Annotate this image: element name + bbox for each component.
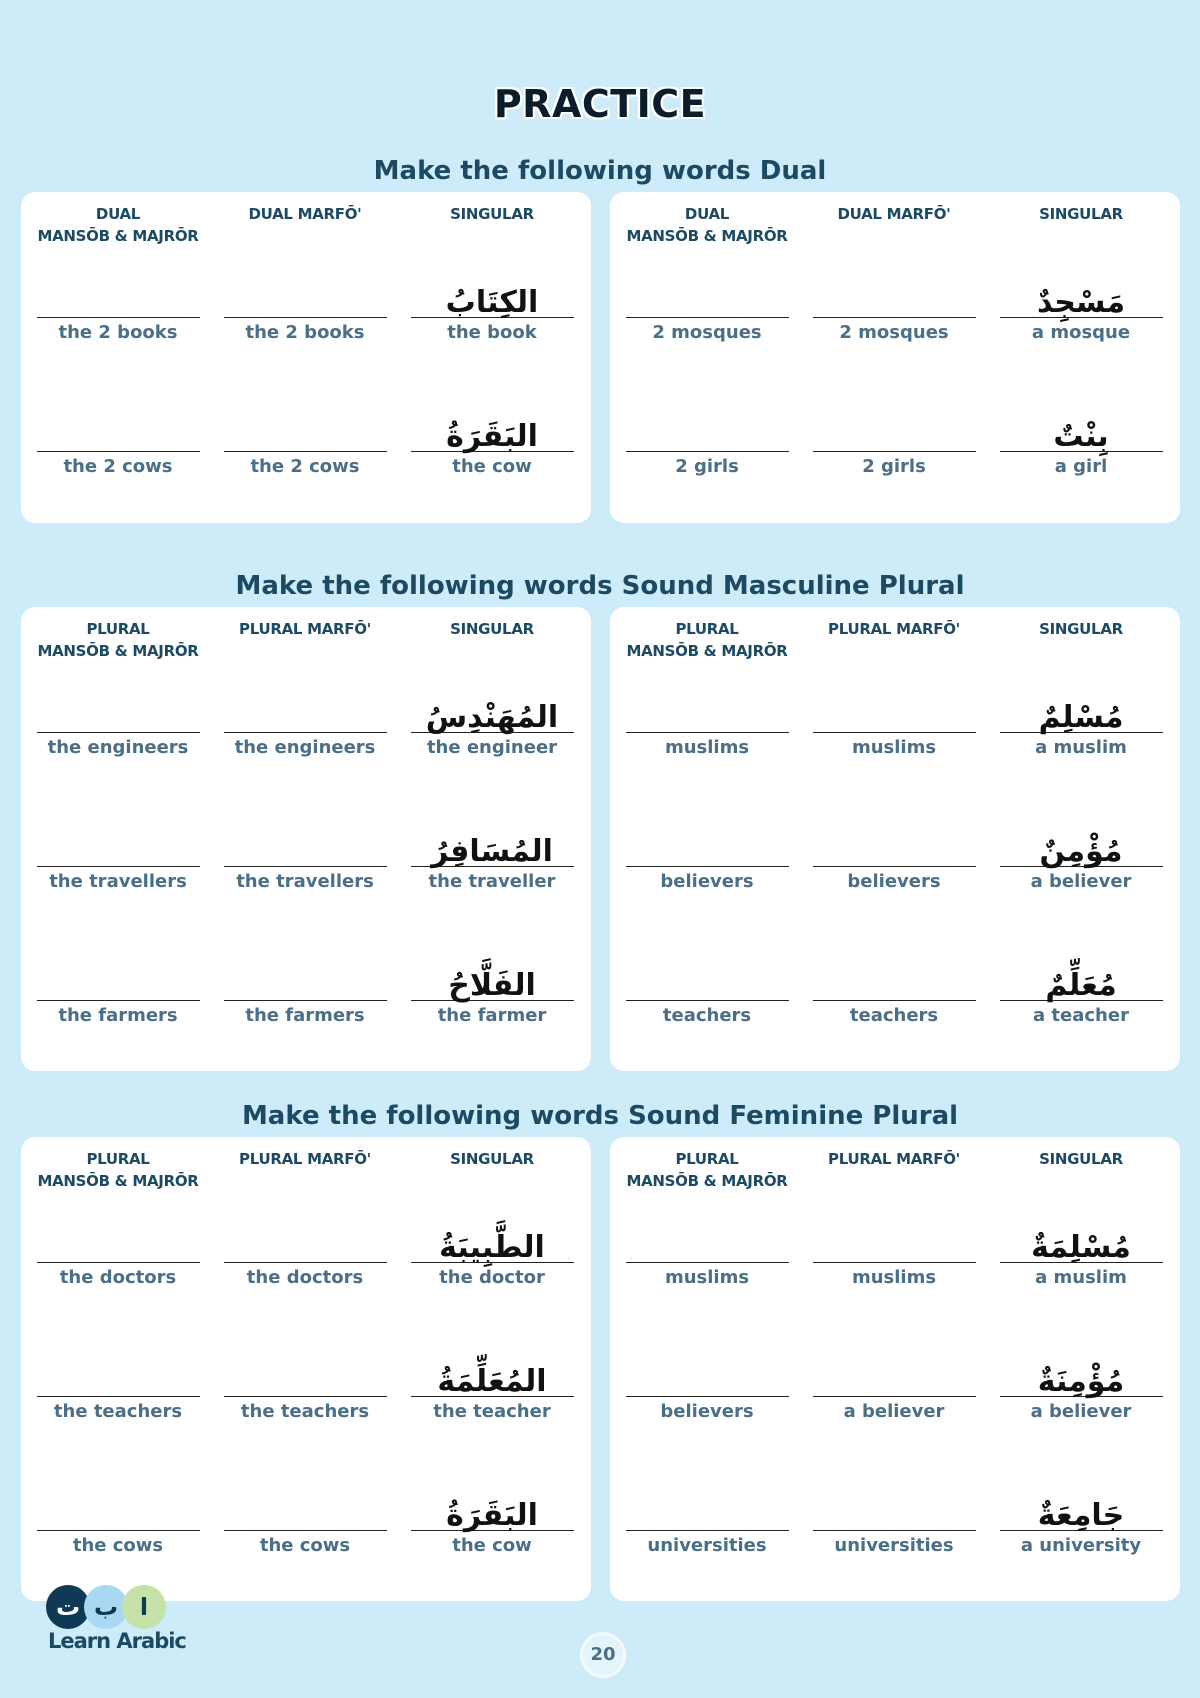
logo-circle-ta: ت <box>46 1585 90 1629</box>
answer-blank[interactable] <box>224 1396 387 1397</box>
answer-blank[interactable] <box>813 1396 976 1397</box>
exercise-panel <box>610 192 1180 523</box>
answer-blank[interactable] <box>224 732 387 733</box>
translation-label: universities <box>647 1535 767 1556</box>
translation-label: 2 girls <box>675 456 739 477</box>
arabic-singular-word: مُؤْمِنَةٌ <box>1037 1364 1125 1399</box>
arabic-singular-word: مَسْجِدٌ <box>1036 285 1126 320</box>
translation-label: the cows <box>72 1535 164 1556</box>
column-header-singular: SINGULAR <box>450 620 534 638</box>
arabic-singular-word: جَامِعَةٌ <box>1037 1498 1125 1533</box>
translation-label: the 2 books <box>245 322 365 343</box>
translation-label: the teachers <box>240 1401 370 1422</box>
answer-blank[interactable] <box>626 1000 789 1001</box>
answer-blank[interactable] <box>626 1530 789 1531</box>
answer-blank[interactable] <box>813 317 976 318</box>
column-header-dual-mansob: DUAL MANSŌB & MAJRŌR <box>37 205 199 245</box>
translation-label: a believer <box>1030 871 1132 892</box>
column-header-plural-marfo: PLURAL MARFŌ' <box>239 1150 371 1168</box>
translation-label: the doctors <box>246 1267 364 1288</box>
page-number: 20 <box>580 1632 626 1678</box>
answer-blank[interactable] <box>626 317 789 318</box>
arabic-singular-word: مُعَلِّمٌ <box>1045 968 1117 1003</box>
arabic-singular-word: الطَّبِيبَةُ <box>439 1230 545 1265</box>
translation-label: muslims <box>851 1267 937 1288</box>
exercise-panel <box>21 1137 591 1601</box>
column-header-dual-marfo: DUAL MARFŌ' <box>248 205 362 223</box>
translation-label: a teacher <box>1033 1005 1129 1026</box>
translation-label: teachers <box>662 1005 752 1026</box>
translation-label: the book <box>447 322 537 343</box>
translation-label: a girl <box>1054 456 1108 477</box>
answer-blank[interactable] <box>37 317 200 318</box>
translation-label: the 2 cows <box>63 456 173 477</box>
translation-label: the travellers <box>236 871 374 892</box>
section-title: Make the following words Dual <box>373 156 827 186</box>
answer-blank[interactable] <box>626 732 789 733</box>
answer-blank[interactable] <box>37 1530 200 1531</box>
translation-label: the travellers <box>49 871 187 892</box>
translation-label: a muslim <box>1035 737 1127 758</box>
translation-label: 2 mosques <box>839 322 949 343</box>
translation-label: the traveller <box>428 871 556 892</box>
logo-circle-alif: ا <box>122 1585 166 1629</box>
exercise-panel <box>610 1137 1180 1601</box>
answer-blank[interactable] <box>626 1396 789 1397</box>
translation-label: the engineers <box>234 737 376 758</box>
translation-label: a mosque <box>1031 322 1131 343</box>
column-header-singular: SINGULAR <box>1039 620 1123 638</box>
column-header-singular: SINGULAR <box>450 1150 534 1168</box>
translation-label: the cow <box>452 456 532 477</box>
logo-text: Learn Arabic <box>48 1629 186 1653</box>
translation-label: the farmers <box>58 1005 178 1026</box>
answer-blank[interactable] <box>813 451 976 452</box>
answer-blank[interactable] <box>626 1262 789 1263</box>
arabic-singular-word: بِنْتٌ <box>1053 419 1109 454</box>
answer-blank[interactable] <box>626 451 789 452</box>
translation-label: muslims <box>851 737 937 758</box>
translation-label: teachers <box>849 1005 939 1026</box>
translation-label: the doctors <box>59 1267 177 1288</box>
arabic-singular-word: مُسْلِمَةٌ <box>1031 1230 1131 1265</box>
translation-label: the 2 cows <box>250 456 360 477</box>
translation-label: the cow <box>452 1535 532 1556</box>
exercise-panel <box>21 607 591 1071</box>
translation-label: believers <box>660 1401 754 1422</box>
column-header-singular: SINGULAR <box>1039 205 1123 223</box>
translation-label: the doctor <box>439 1267 545 1288</box>
arabic-singular-word: مُسْلِمٌ <box>1038 700 1124 735</box>
answer-blank[interactable] <box>224 1530 387 1531</box>
column-header-plural-mansob: PLURAL MANSŌB & MAJRŌR <box>626 1150 788 1190</box>
column-header-plural-mansob: PLURAL MANSŌB & MAJRŌR <box>37 1150 199 1190</box>
answer-blank[interactable] <box>224 1000 387 1001</box>
column-header-plural-mansob: PLURAL MANSŌB & MAJRŌR <box>626 620 788 660</box>
column-header-singular: SINGULAR <box>450 205 534 223</box>
answer-blank[interactable] <box>37 451 200 452</box>
column-header-plural-marfo: PLURAL MARFŌ' <box>828 620 960 638</box>
column-header-dual-marfo: DUAL MARFŌ' <box>837 205 951 223</box>
translation-label: the teacher <box>433 1401 551 1422</box>
translation-label: a believer <box>843 1401 945 1422</box>
answer-blank[interactable] <box>224 451 387 452</box>
logo-circle-ba: ب <box>84 1585 128 1629</box>
answer-blank[interactable] <box>626 866 789 867</box>
learn-arabic-logo <box>46 1585 186 1655</box>
answer-blank[interactable] <box>224 866 387 867</box>
translation-label: the teachers <box>53 1401 183 1422</box>
section-title: Make the following words Sound Masculine Plural <box>235 571 965 601</box>
answer-blank[interactable] <box>37 1000 200 1001</box>
translation-label: the farmers <box>245 1005 365 1026</box>
answer-blank[interactable] <box>37 732 200 733</box>
column-header-plural-marfo: PLURAL MARFŌ' <box>828 1150 960 1168</box>
answer-blank[interactable] <box>37 1262 200 1263</box>
translation-label: the engineers <box>47 737 189 758</box>
translation-label: the 2 books <box>58 322 178 343</box>
arabic-singular-word: البَقَرَةُ <box>446 419 538 454</box>
section-title: Make the following words Sound Feminine Plural <box>241 1101 959 1131</box>
translation-label: a muslim <box>1035 1267 1127 1288</box>
arabic-singular-word: البَقَرَةُ <box>446 1498 538 1533</box>
translation-label: muslims <box>664 737 750 758</box>
answer-blank[interactable] <box>813 1530 976 1531</box>
translation-label: the cows <box>259 1535 351 1556</box>
exercise-panel <box>610 607 1180 1071</box>
translation-label: a university <box>1020 1535 1142 1556</box>
answer-blank[interactable] <box>813 866 976 867</box>
arabic-singular-word: المُعَلِّمَةُ <box>437 1364 547 1399</box>
translation-label: 2 mosques <box>652 322 762 343</box>
answer-blank[interactable] <box>37 866 200 867</box>
translation-label: believers <box>660 871 754 892</box>
column-header-singular: SINGULAR <box>1039 1150 1123 1168</box>
translation-label: 2 girls <box>862 456 926 477</box>
column-header-plural-mansob: PLURAL MANSŌB & MAJRŌR <box>37 620 199 660</box>
translation-label: universities <box>834 1535 954 1556</box>
translation-label: muslims <box>664 1267 750 1288</box>
arabic-singular-word: المُسَافِرُ <box>431 834 553 869</box>
arabic-singular-word: الكِتَابُ <box>445 285 539 320</box>
answer-blank[interactable] <box>813 1262 976 1263</box>
answer-blank[interactable] <box>37 1396 200 1397</box>
translation-label: the farmer <box>437 1005 547 1026</box>
answer-blank[interactable] <box>224 317 387 318</box>
page-title: PRACTICE <box>493 82 707 126</box>
arabic-singular-word: الفَلَّاحُ <box>448 968 536 1003</box>
answer-blank[interactable] <box>813 732 976 733</box>
translation-label: the engineer <box>426 737 558 758</box>
answer-blank[interactable] <box>813 1000 976 1001</box>
answer-blank[interactable] <box>224 1262 387 1263</box>
arabic-singular-word: مُؤْمِنٌ <box>1039 834 1123 869</box>
column-header-plural-marfo: PLURAL MARFŌ' <box>239 620 371 638</box>
column-header-dual-mansob: DUAL MANSŌB & MAJRŌR <box>626 205 788 245</box>
translation-label: believers <box>847 871 941 892</box>
translation-label: a believer <box>1030 1401 1132 1422</box>
arabic-singular-word: المُهَنْدِسُ <box>425 700 559 735</box>
exercise-panel <box>21 192 591 523</box>
